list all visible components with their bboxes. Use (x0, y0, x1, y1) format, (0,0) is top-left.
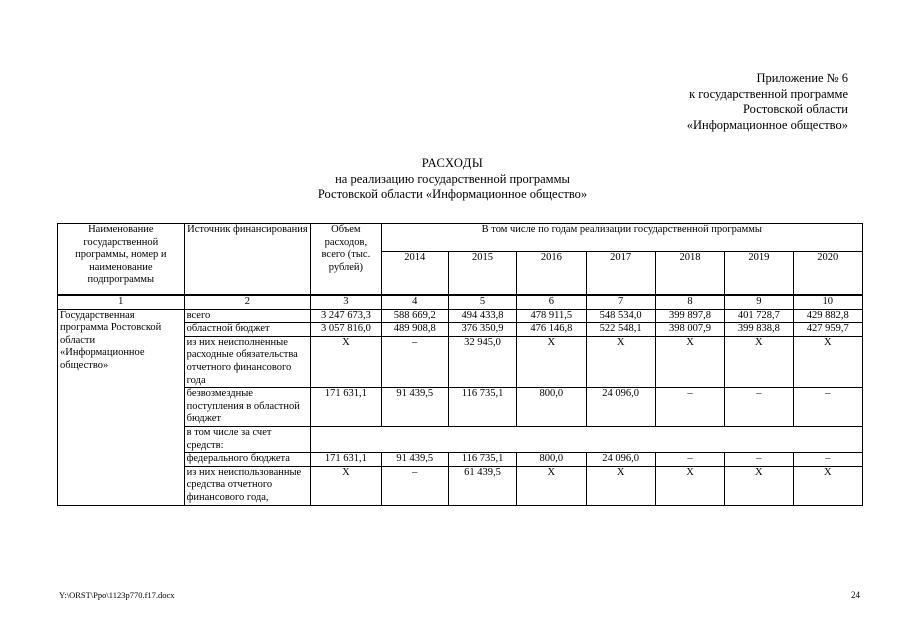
source-cell: в том числе за счет средств: (184, 426, 311, 452)
appendix-line-4: «Информационное общество» (686, 117, 848, 132)
value-cell: – (655, 453, 724, 467)
value-cell: 398 007,9 (655, 323, 724, 337)
value-cell: 588 669,2 (381, 309, 448, 323)
value-cell: 116 735,1 (448, 453, 516, 467)
header-row-1 (58, 224, 863, 252)
header-year: 2020 (793, 252, 863, 296)
header-year: 2015 (448, 252, 516, 296)
value-cell: X (517, 336, 586, 387)
title-line-1: РАСХОДЫ (421, 156, 484, 170)
value-cell: 548 534,0 (586, 309, 655, 323)
value-cell: X (793, 336, 863, 387)
title-line-3: Ростовской области «Информационное общество» (317, 187, 588, 201)
value-cell: 91 439,5 (381, 388, 448, 427)
value-cell: 494 433,8 (448, 309, 516, 323)
column-number: 7 (586, 295, 655, 309)
footer-file-path: Y:\ORST\Ppo\1123p770.f17.docx (59, 590, 175, 600)
value-cell: 171 631,1 (311, 388, 381, 427)
value-cell: X (655, 466, 724, 505)
column-number: 10 (793, 295, 863, 309)
source-cell: федерального бюджета (184, 453, 311, 467)
header-year: 2019 (725, 252, 793, 296)
appendix-line-2: к государственной программе (689, 86, 848, 101)
document-title (0, 156, 905, 203)
value-cell: 489 908,8 (381, 323, 448, 337)
column-number-row (58, 295, 863, 309)
value-cell: – (381, 466, 448, 505)
header-year: 2017 (586, 252, 655, 296)
column-number: 6 (517, 295, 586, 309)
value-cell: 61 439,5 (448, 466, 516, 505)
value-cell: 91 439,5 (381, 453, 448, 467)
value-cell: 116 735,1 (448, 388, 516, 427)
value-cell: X (725, 336, 793, 387)
column-number: 4 (381, 295, 448, 309)
header-year: 2018 (655, 252, 724, 296)
title-line-2: на реализацию государственной программы (335, 171, 570, 186)
source-cell: из них неисполненные расходные обязательства отчетного финансового года (184, 336, 311, 387)
empty-merged-cell (311, 426, 863, 452)
column-number: 5 (448, 295, 516, 309)
source-cell: безвозмездные поступления в областной бюджет (184, 388, 311, 427)
value-cell: – (793, 388, 863, 427)
column-number: 9 (725, 295, 793, 309)
page-number: 24 (851, 590, 860, 600)
value-cell: 429 882,8 (793, 309, 863, 323)
header-years-group: В том числе по годам реализации государственной программы (381, 224, 862, 252)
value-cell: 800,0 (517, 453, 586, 467)
source-cell: всего (184, 309, 311, 323)
value-cell: X (725, 466, 793, 505)
appendix-header (588, 71, 848, 133)
value-cell: 522 548,1 (586, 323, 655, 337)
value-cell: – (655, 388, 724, 427)
column-number: 8 (655, 295, 724, 309)
header-year: 2016 (517, 252, 586, 296)
value-cell: X (586, 336, 655, 387)
value-cell: X (311, 466, 381, 505)
header-name: Наименование государственной программы, номер и наименование подпрограммы (58, 224, 185, 296)
column-number: 2 (184, 295, 311, 309)
header-volume: Объем расходов, всего (тыс. рублей) (311, 224, 381, 296)
value-cell: 171 631,1 (311, 453, 381, 467)
value-cell: 399 838,8 (725, 323, 793, 337)
value-cell: X (311, 336, 381, 387)
value-cell: 24 096,0 (586, 453, 655, 467)
value-cell: – (725, 388, 793, 427)
column-number: 1 (58, 295, 185, 309)
value-cell: – (793, 453, 863, 467)
appendix-line-1: Приложение № 6 (756, 71, 848, 85)
column-number: 3 (311, 295, 381, 309)
value-cell: 3 247 673,3 (311, 309, 381, 323)
value-cell: 399 897,8 (655, 309, 724, 323)
appendix-line-3: Ростовской области (743, 102, 848, 116)
table-row-total (58, 309, 863, 323)
value-cell: 3 057 816,0 (311, 323, 381, 337)
header-source: Источник финансирования (184, 224, 311, 296)
value-cell: 476 146,8 (517, 323, 586, 337)
value-cell: 401 728,7 (725, 309, 793, 323)
value-cell: 32 945,0 (448, 336, 516, 387)
value-cell: X (793, 466, 863, 505)
program-name-cell: Государственная программа Ростовской области «Информационное общество» (58, 309, 185, 505)
value-cell: – (381, 336, 448, 387)
expenses-table (57, 223, 863, 506)
value-cell: X (517, 466, 586, 505)
header-year: 2014 (381, 252, 448, 296)
source-cell: областной бюджет (184, 323, 311, 337)
value-cell: X (586, 466, 655, 505)
value-cell: – (725, 453, 793, 467)
source-cell: из них неиспользованные средства отчетного финансового года, (184, 466, 311, 505)
value-cell: X (655, 336, 724, 387)
value-cell: 478 911,5 (517, 309, 586, 323)
value-cell: 24 096,0 (586, 388, 655, 427)
value-cell: 800,0 (517, 388, 586, 427)
value-cell: 376 350,9 (448, 323, 516, 337)
value-cell: 427 959,7 (793, 323, 863, 337)
